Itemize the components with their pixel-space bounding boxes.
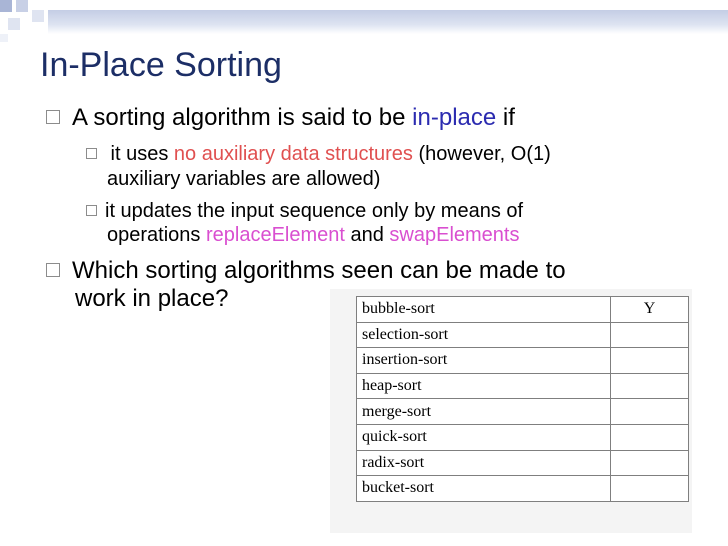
sub-bullet-no-aux-continuation: auxiliary variables are allowed)	[107, 168, 381, 190]
deco-square	[8, 18, 20, 30]
deco-square	[32, 10, 44, 22]
bullet-square-icon	[46, 263, 60, 277]
in-place-mark	[611, 399, 689, 425]
highlight-swap-elements: swapElements	[389, 224, 520, 246]
table-row	[357, 373, 689, 399]
algorithm-name: bucket-sort	[357, 476, 611, 502]
in-place-mark	[611, 322, 689, 348]
header-gradient-bar	[48, 10, 728, 34]
table-row	[357, 297, 689, 323]
bullet-in-place-definition: A sorting algorithm is said to be in-place if	[46, 104, 515, 132]
deco-square	[16, 0, 28, 12]
sub-bullet-operations-continuation: operations replaceElement and swapElements	[107, 224, 520, 246]
deco-square	[0, 0, 12, 12]
bullet-question-continuation: work in place?	[75, 285, 229, 312]
algorithm-name: bubble-sort	[357, 297, 611, 323]
table-row	[357, 322, 689, 348]
table-row	[357, 348, 689, 374]
algorithm-name: heap-sort	[357, 373, 611, 399]
algorithm-name: radix-sort	[357, 450, 611, 476]
slide-title: In-Place Sorting	[40, 46, 282, 84]
bullet-question: Which sorting algorithms seen can be made to	[46, 257, 566, 285]
algorithm-name: merge-sort	[357, 399, 611, 425]
algorithm-name: selection-sort	[357, 322, 611, 348]
in-place-mark	[611, 424, 689, 450]
deco-square	[0, 34, 8, 42]
bullet-square-icon	[86, 148, 97, 159]
sorting-algorithms-table	[356, 296, 689, 502]
algorithm-name: insertion-sort	[357, 348, 611, 374]
in-place-mark	[611, 348, 689, 374]
highlight-replace-element: replaceElement	[205, 224, 345, 246]
highlight-no-aux-structures: no auxiliary data structures	[173, 143, 413, 165]
bullet-square-icon	[86, 205, 97, 216]
algorithm-name: quick-sort	[357, 424, 611, 450]
bullet-square-icon	[46, 110, 60, 124]
sub-bullet-operations: it updates the input sequence only by means of	[86, 200, 523, 223]
in-place-mark	[611, 450, 689, 476]
table-row	[357, 424, 689, 450]
table-row	[357, 399, 689, 425]
table-row	[357, 450, 689, 476]
in-place-mark	[611, 476, 689, 502]
sub-bullet-no-aux: it uses no auxiliary data structures (however, O(1)	[86, 143, 551, 166]
in-place-mark: Y	[611, 297, 689, 323]
highlight-in-place: in-place	[412, 104, 497, 131]
table-row	[357, 476, 689, 502]
in-place-mark	[611, 373, 689, 399]
